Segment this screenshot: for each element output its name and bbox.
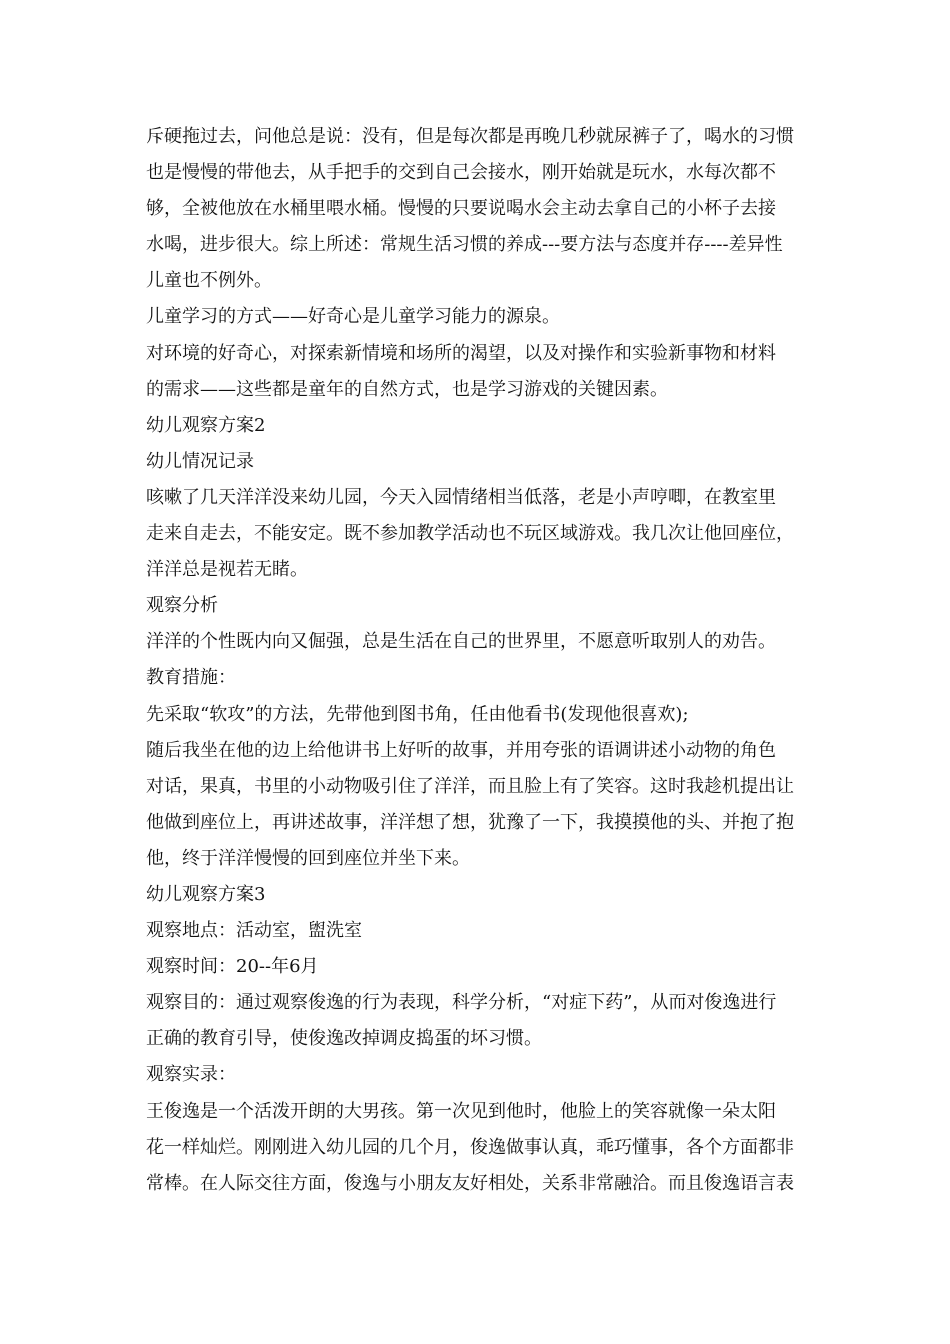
text-line: 儿童也不例外。 bbox=[146, 270, 272, 292]
text-line: 洋洋的个性既内向又倔强，总是生活在自己的世界里，不愿意听取别人的劝告。 bbox=[146, 631, 776, 653]
text-line: 常棒。在人际交往方面，俊逸与小朋友友好相处，关系非常融洽。而且俊逸语言表 bbox=[146, 1172, 794, 1194]
text-line: 水喝，进步很大。综上所述：常规生活习惯的养成---要方法与态度并存----差异性 bbox=[146, 234, 783, 256]
text-line: 也是慢慢的带他去，从手把手的交到自己会接水，刚开始就是玩水，水每次都不 bbox=[146, 162, 776, 184]
section-heading: 儿童学习的方式——好奇心是儿童学习能力的源泉。 bbox=[146, 306, 560, 328]
text-line: 咳嗽了几天洋洋没来幼儿园，今天入园情绪相当低落，老是小声哼唧，在教室里 bbox=[146, 486, 776, 508]
text-line: 观察时间：20--年6月 bbox=[146, 956, 319, 978]
section-heading: 幼儿观察方案2 bbox=[146, 414, 266, 436]
text-line: 随后我坐在他的边上给他讲书上好听的故事，并用夸张的语调讲述小动物的角色 bbox=[146, 739, 776, 761]
text-line: 先采取“软攻”的方法，先带他到图书角，任由他看书(发现他很喜欢); bbox=[146, 703, 689, 725]
text-line: 斥硬拖过去，问他总是说：没有，但是每次都是再晚几秒就尿裤子了，喝水的习惯 bbox=[146, 126, 794, 147]
subsection-heading: 观察实录： bbox=[146, 1064, 236, 1086]
text-line: 的需求——这些都是童年的自然方式，也是学习游戏的关键因素。 bbox=[146, 378, 668, 400]
document-body bbox=[146, 119, 810, 1202]
text-line: 对话，果真，书里的小动物吸引住了洋洋，而且脸上有了笑容。这时我趁机提出让 bbox=[146, 775, 794, 797]
subsection-heading: 教育措施： bbox=[146, 667, 236, 689]
text-line: 他做到座位上，再讲述故事，洋洋想了想，犹豫了一下，我摸摸他的头、并抱了抱 bbox=[146, 811, 794, 833]
subsection-heading: 观察分析 bbox=[146, 595, 218, 617]
text-line: 正确的教育引导，使俊逸改掉调皮捣蛋的坏习惯。 bbox=[146, 1028, 542, 1050]
text-line: 够，全被他放在水桶里喂水桶。慢慢的只要说喝水会主动去拿自己的小杯子去接 bbox=[146, 198, 776, 220]
text-line: 走来自走去，不能安定。既不参加教学活动也不玩区域游戏。我几次让他回座位， bbox=[146, 523, 794, 545]
text-line: 洋洋总是视若无睹。 bbox=[146, 559, 308, 581]
section-heading: 幼儿观察方案3 bbox=[146, 883, 266, 905]
text-line: 观察地点：活动室，盥洗室 bbox=[146, 920, 362, 942]
text-line: 王俊逸是一个活泼开朗的大男孩。第一次见到他时，他脸上的笑容就像一朵太阳 bbox=[146, 1100, 776, 1122]
text-line: 他，终于洋洋慢慢的回到座位并坐下来。 bbox=[146, 847, 470, 869]
text-line: 花一样灿烂。刚刚进入幼儿园的几个月，俊逸做事认真，乖巧懂事，各个方面都非 bbox=[146, 1136, 794, 1158]
text-line: 对环境的好奇心，对探索新情境和场所的渴望，以及对操作和实验新事物和材料 bbox=[146, 342, 776, 364]
text-line: 观察目的：通过观察俊逸的行为表现，科学分析，“对症下药”，从而对俊逸进行 bbox=[146, 992, 777, 1014]
subsection-heading: 幼儿情况记录 bbox=[146, 450, 254, 472]
